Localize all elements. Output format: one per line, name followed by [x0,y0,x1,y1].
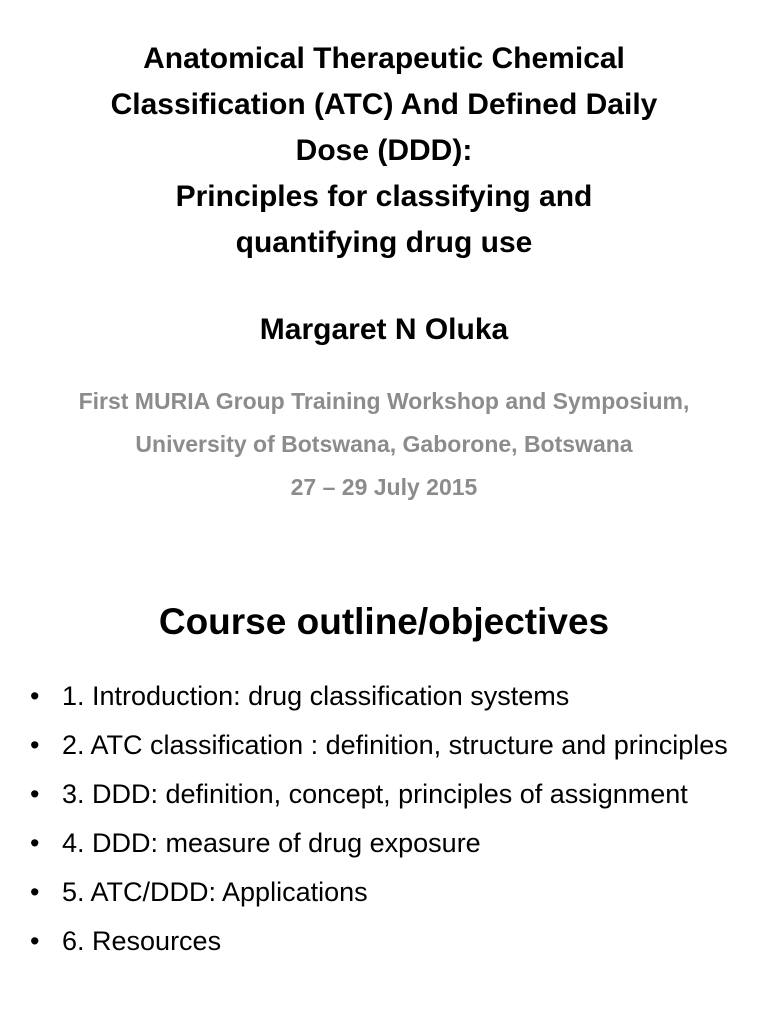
title-line: Anatomical Therapeutic Chemical [143,42,625,75]
presentation-title [40,36,728,266]
list-item [30,774,730,814]
event-line: First MURIA Group Training Workshop and Symposium, [78,388,690,414]
list-item [30,725,730,765]
event-info [0,380,768,509]
outline-list [30,676,730,970]
list-item-text: 2. ATC classification : definition, structure and principles [62,730,728,760]
list-item-text: 6. Resources [62,926,222,956]
author-name: Margaret N Oluka [259,313,509,346]
title-line: Dose (DDD): [295,134,473,167]
title-line: Principles for classifying and [175,180,593,213]
bullet-icon: • [30,730,40,760]
title-line: Classification (ATC) And Defined Daily [110,88,658,121]
bullet-icon: • [30,779,40,809]
list-item [30,921,730,961]
list-item-text: 4. DDD: measure of drug exposure [62,828,481,858]
title-line: quantifying drug use [235,226,533,259]
list-item-text: 3. DDD: definition, concept, principles of assignment [62,779,688,809]
list-item [30,823,730,863]
list-item [30,676,730,716]
outline-slide [0,566,768,1024]
list-item-text: 1. Introduction: drug classification systems [62,681,570,711]
bullet-icon: • [30,681,40,711]
event-line: University of Botswana, Gaborone, Botswana [135,431,633,457]
bullet-icon: • [30,877,40,907]
event-date: 27 – 29 July 2015 [290,474,478,500]
bullet-icon: • [30,828,40,858]
list-item [30,872,730,912]
list-item-text: 5. ATC/DDD: Applications [62,877,368,907]
bullet-icon: • [30,926,40,956]
outline-heading: Course outline/objectives [158,601,610,642]
